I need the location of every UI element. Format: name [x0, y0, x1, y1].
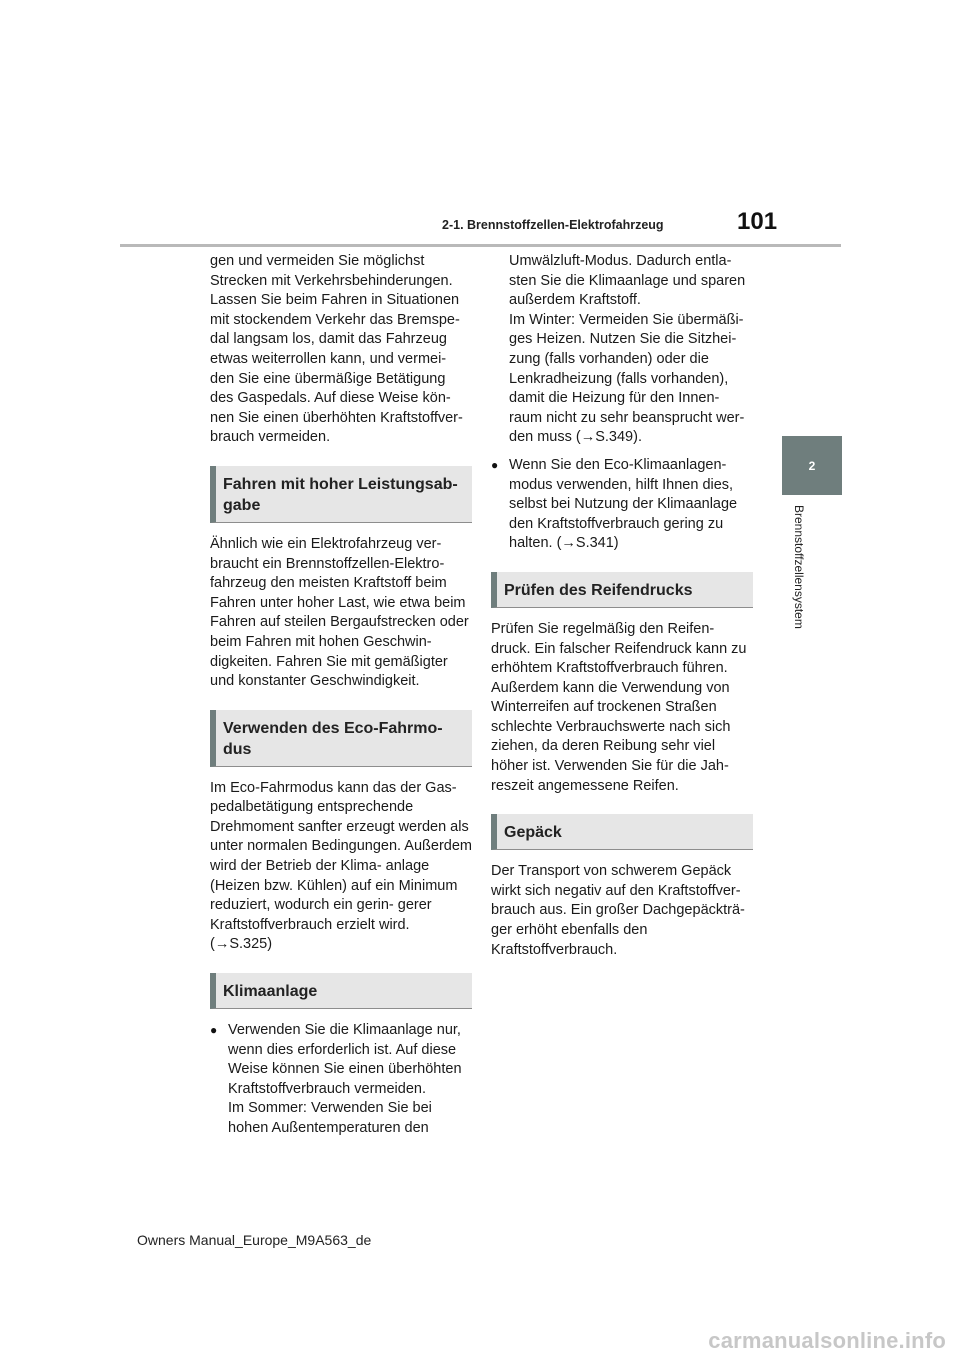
- section-title: 2-1. Brennstoffzellen-Elektrofahrzeug: [442, 218, 664, 232]
- footer-text: Owners Manual_Europe_M9A563_de: [137, 1232, 372, 1248]
- bullet-continued-text: Umwälzluft-Modus. Dadurch entla- sten Sie die Klimaanlage und sparen außerdem Kraftstoff.: [509, 253, 746, 309]
- paragraph-luggage: Der Transport von schwerem Gepäck wirkt sich negativ auf den Kraftstoffver- brauch aus. Ein großer Dachgepäckträ- ger erhöht ebenfalls den Kraftstoffverbrauch.: [491, 863, 745, 958]
- chapter-label: Brennstoffzellensystem: [792, 505, 806, 629]
- bullet-winter-text: Im Winter: Vermeiden Sie übermäßi- ges Heizen. Nutzen Sie die Sitzhei- zung (falls vorhanden) oder die Lenkradheizung (falls vorhanden), damit die Heizung für den Innen- raum nicht zu sehr beansprucht wer- den muss (→S.349).: [509, 311, 745, 446]
- chapter-number: 2: [808, 458, 816, 473]
- bullet-icon: ●: [491, 457, 499, 472]
- bullet-summer-text: Im Sommer: Verwenden Sie bei hohen Außentemperaturen den: [228, 1100, 432, 1136]
- page-number: 101: [737, 208, 778, 235]
- watermark: carmanualsonline.info: [708, 1328, 946, 1353]
- list-item: [491, 456, 753, 554]
- heading-high-power: Fahren mit hoher Leistungsab- gabe: [210, 466, 472, 523]
- heading-air-conditioning: Klimaanlage: [210, 973, 472, 1009]
- chapter-tab[interactable]: [782, 436, 842, 495]
- bullet-icon: ●: [210, 1023, 218, 1038]
- paragraph-eco-mode: Im Eco-Fahrmodus kann das der Gas- pedalbetätigung entsprechende Drehmoment sanfter erzeugt werden als unter normalen Bedingungen. Außerdem wird der Betrieb der Klima- anlage (Heizen bzw. Kühlen) auf ein Minimum reduziert, wodurch ein gerin- gerer Kraftstoffverbrauch erzielt wird. (→S.325): [210, 779, 472, 953]
- heading-eco-mode: Verwenden des Eco-Fahrmo- dus: [210, 710, 472, 767]
- bullet-text: Wenn Sie den Eco-Klimaanlagen- modus verwenden, hilft Ihnen dies, selbst bei Nutzung der Klimaanlage den Kraftstoffverbrauch gering zu halten. (→S.341): [509, 456, 738, 552]
- intro-paragraph: gen und vermeiden Sie möglichst Strecken mit Verkehrsbehinderungen. Lassen Sie beim Fahren in Situationen mit stockendem Verkehr das Bremspe- dal langsam los, damit das Fahrzeug etwas weiterrollen kann, und vermei- den Sie eine übermäßige Betätigung des Gaspedals. Auf diese Weise kön- nen Sie einen überhöhten Kraftstoffver- brauch vermeiden.: [210, 253, 463, 446]
- heading-tire-pressure: Prüfen des Reifendrucks: [491, 572, 753, 608]
- list-item: [210, 1021, 472, 1099]
- header-rule: [120, 244, 841, 247]
- right-column: [491, 252, 753, 960]
- left-column: [210, 252, 472, 1139]
- paragraph-tire-pressure: Prüfen Sie regelmäßig den Reifen- druck. Ein falscher Reifendruck kann zu erhöhtem Kraftstoffverbrauch führen. Außerdem kann die Verwendung von Winterreifen auf trockenen Straßen schlechte Verbrauchswerte nach sich ziehen, da deren Reibung sehr viel höher ist. Verwenden Sie für die Jah- reszeit angemessene Reifen.: [491, 620, 747, 794]
- bullet-text: Verwenden Sie die Klimaanlage nur, wenn dies erforderlich ist. Auf diese Weise können Sie einen überhöhten Kraftstoffverbrauch vermeiden.: [228, 1022, 462, 1097]
- heading-luggage: Gepäck: [491, 814, 753, 850]
- paragraph-high-power: Ähnlich wie ein Elektrofahrzeug ver- braucht ein Brennstoffzellen-Elektro- fahrzeug den meisten Kraftstoff beim Fahren unter hoher Last, wie etwa beim Fahren auf steilen Bergaufstrecken oder beim Fahren mit hohen Geschwin- digkeiten. Fahren Sie mit gemäßigter und konstanter Geschwindigkeit.: [210, 535, 469, 690]
